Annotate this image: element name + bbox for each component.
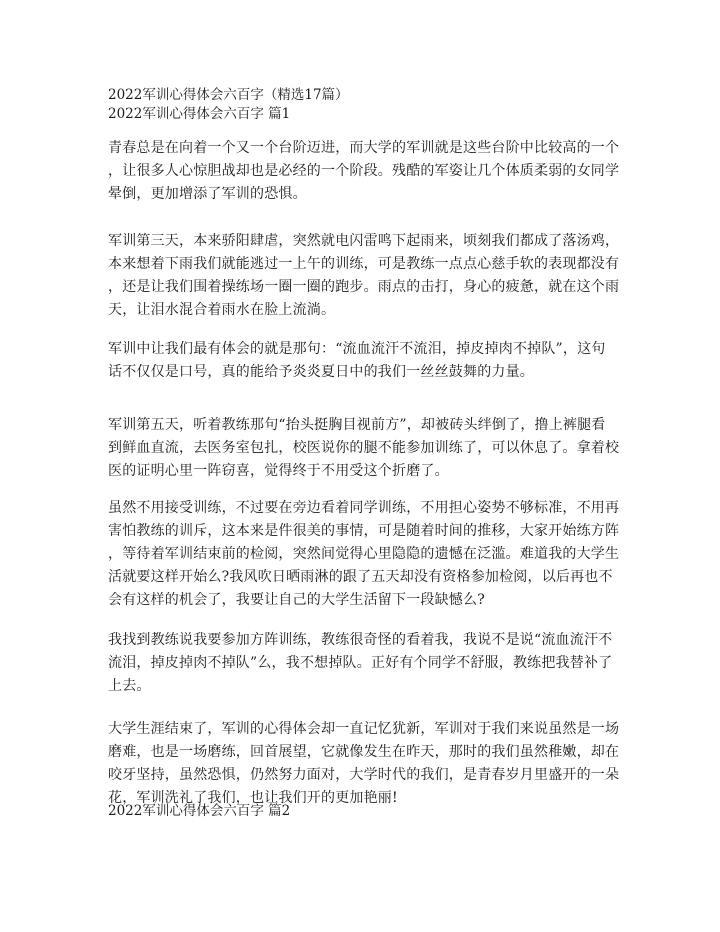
document-title: 2022军训心得体会六百字（精选17篇）: [108, 87, 349, 103]
paragraph-line: 咬牙坚持，虽然恐惧，仍然努力面对，大学时代的我们，是青春岁月里盛开的一朵: [108, 767, 620, 783]
paragraph: [108, 718, 620, 810]
paragraph-line: 我找到教练说我要参加方阵训练，教练很奇怪的看着我，我说不是说“流血流汗不: [108, 632, 613, 648]
paragraph: [108, 137, 620, 206]
paragraph-line: 磨难，也是一场磨练，回首展望，它就像发生在昨天，那时的我们虽然稚嫩，却在: [108, 744, 620, 760]
paragraph: [108, 497, 620, 612]
paragraph: [108, 230, 620, 322]
paragraph-line: 流泪，掉皮掉肉不掉队”么，我不想掉队。正好有个同学不舒服，教练把我替补了: [108, 655, 613, 671]
paragraph-line: 到鲜血直流，去医务室包扎，校医说你的腿不能参加训练了，可以休息了。拿着校: [108, 440, 620, 456]
paragraph-line: 军训第三天，本来骄阳肆虐，突然就电闪雷鸣下起雨来，顷刻我们都成了落汤鸡，: [108, 233, 620, 249]
paragraph-line: 活就要这样开始么?我风吹日晒雨淋的跟了五天却没有资格参加检阅，以后再也不: [108, 569, 613, 585]
paragraph-line: 青春总是在向着一个又一个台阶迈进，而大学的军训就是这些台阶中比较高的一个: [108, 140, 620, 156]
paragraph-line: 军训中让我们最有体会的就是那句：“流血流汗不流泪，掉皮掉肉不掉队”，这句: [108, 341, 606, 357]
paragraph-line: 花，军训洗礼了我们，也让我们开的更加艳丽!: [108, 790, 398, 806]
paragraph-line: 害怕教练的训斥，这本来是件很美的事情，可是随着时间的推移，大家开始练方阵: [108, 523, 620, 539]
paragraph: [108, 338, 616, 384]
paragraph-line: 虽然不用接受训练，不过要在旁边看着同学训练，不用担心姿势不够标准，不用再: [108, 500, 620, 516]
paragraph-line: 医的证明心里一阵窃喜，觉得终于不用受这个折磨了。: [108, 463, 449, 479]
paragraph: [108, 414, 620, 483]
paragraph-line: 话不仅仅是口号，真的能给予炎炎夏日中的我们一丝丝鼓舞的力量。: [108, 364, 534, 380]
paragraph-line: 天，让泪水混合着雨水在脸上流淌。: [108, 302, 336, 318]
paragraph-line: 本来想着下雨我们就能逃过一上午的训练，可是教练一点点心慈手软的表现都没有: [108, 256, 620, 272]
paragraph-line: ，让很多人心惊胆战却也是必经的一个阶段。残酷的军姿让几个体质柔弱的女同学: [108, 163, 620, 179]
paragraph-line: ，等待着军训结束前的检阅，突然间觉得心里隐隐的遗憾在泛滥。难道我的大学生: [108, 546, 620, 562]
section-heading-1: 2022军训心得体会六百字 篇1: [108, 106, 291, 122]
section-heading-2: 2022军训心得体会六百字 篇2: [108, 803, 291, 819]
paragraph-line: 晕倒，更加增添了军训的恐惧。: [108, 186, 307, 202]
paragraph-line: 上去。: [108, 678, 151, 694]
paragraph-line: 军训第五天，听着教练那句“抬头挺胸目视前方”，却被砖头绊倒了，撸上裤腿看: [108, 417, 606, 433]
paragraph-line: 大学生涯结束了，军训的心得体会却一直记忆犹新，军训对于我们来说虽然是一场: [108, 721, 620, 737]
paragraph-line: ，还是让我们围着操练场一圈一圈的跑步。雨点的击打，身心的疲惫，就在这个雨: [108, 279, 620, 295]
paragraph: [108, 629, 616, 698]
paragraph-line: 会有这样的机会了，我要让自己的大学生活留下一段缺憾么?: [108, 592, 485, 608]
